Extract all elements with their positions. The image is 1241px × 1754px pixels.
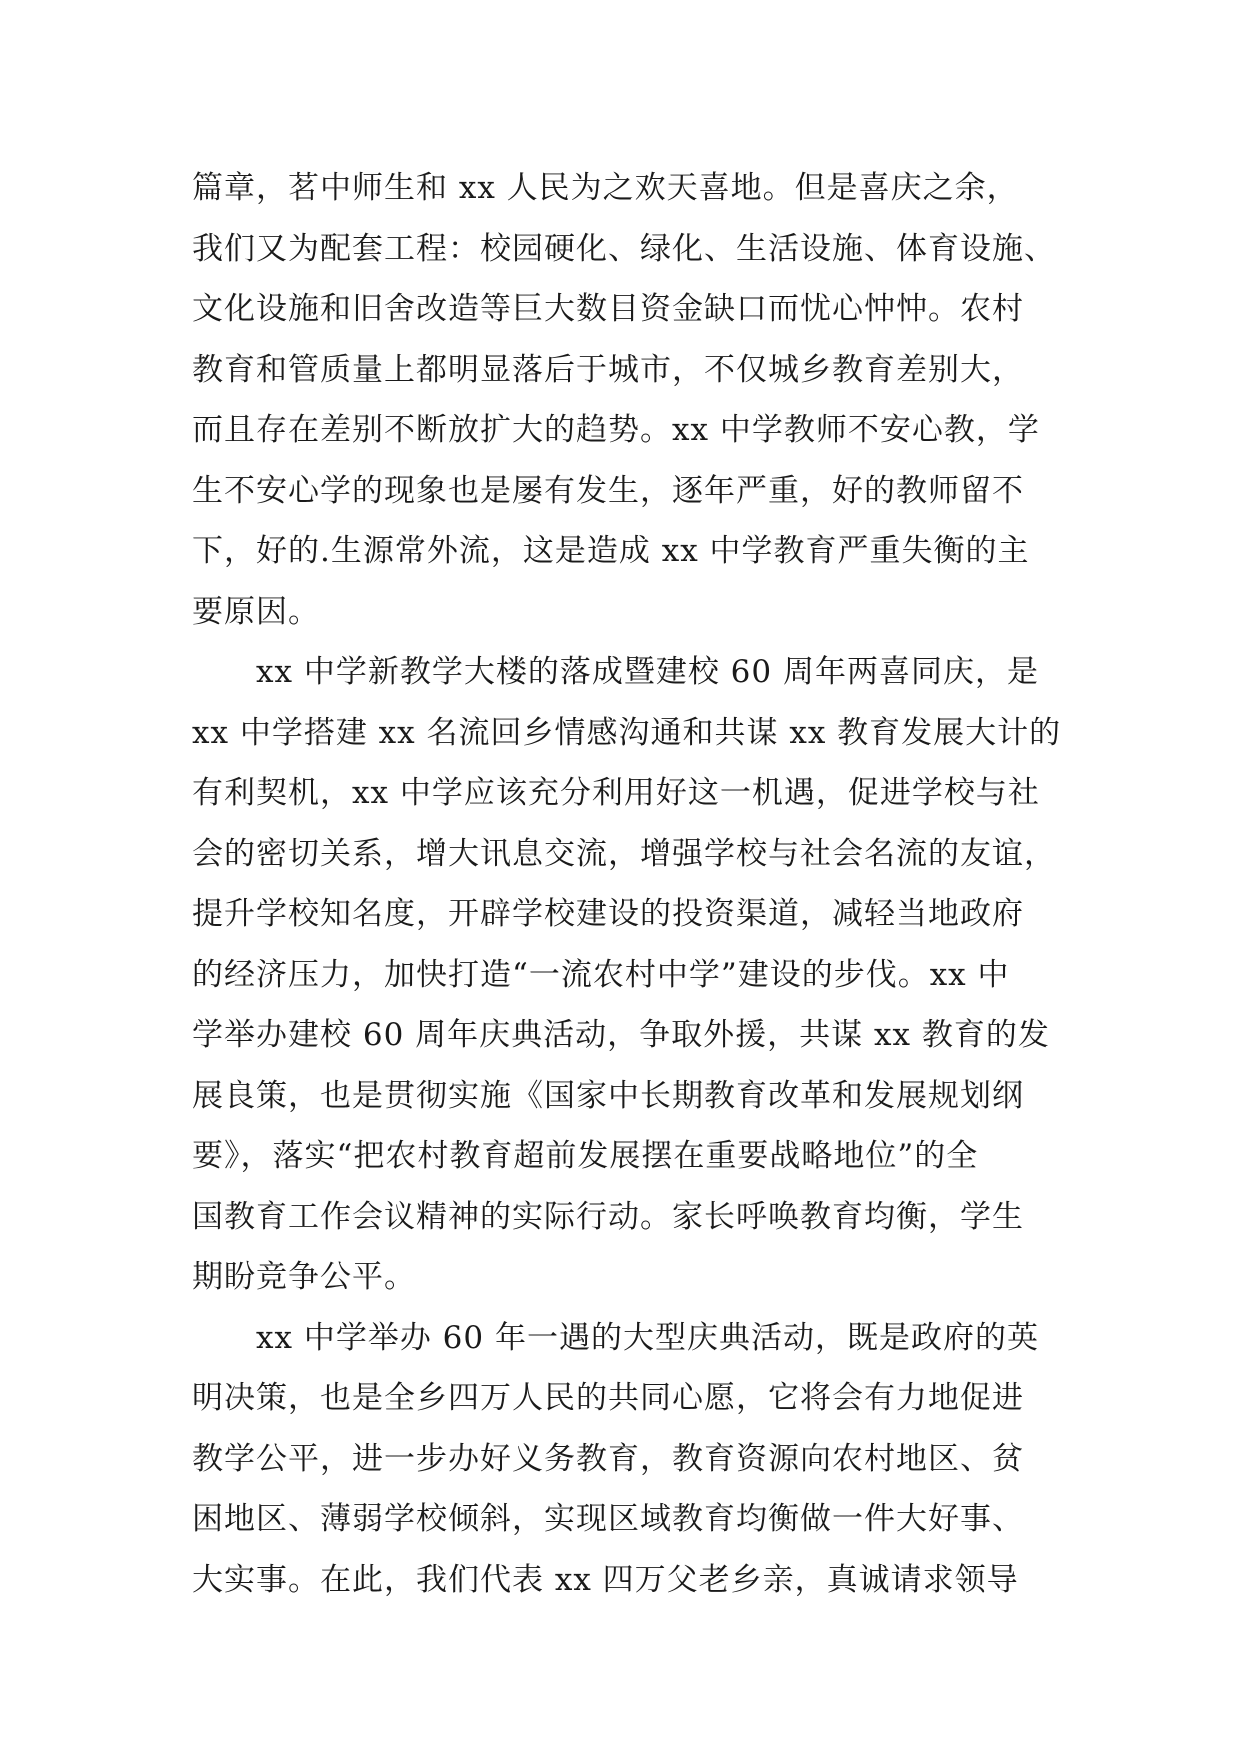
text-line: 国教育工作会议精神的实际行动。家长呼唤教育均衡，学生	[192, 1198, 1024, 1235]
body-text	[192, 158, 1092, 1610]
text-line: 教学公平，进一步办好义务教育，教育资源向农村地区、贫	[192, 1440, 1024, 1477]
text-line: xx 中学搭建 xx 名流回乡情感沟通和共谋 xx 教育发展大计的	[192, 714, 1062, 751]
text-line: 大实事。在此，我们代表 xx 四万父老乡亲，真诚请求领导	[192, 1561, 1019, 1598]
text-line: 下，好的.生源常外流，这是造成 xx 中学教育严重失衡的主	[192, 533, 1030, 569]
text-line: 困地区、薄弱学校倾斜，实现区域教育均衡做一件大好事、	[192, 1501, 1024, 1537]
text-line: 会的密切关系，增大讯息交流，增强学校与社会名流的友谊，	[192, 835, 1056, 872]
text-line: 要原因。	[192, 593, 320, 630]
text-line: 篇章，茗中师生和 xx 人民为之欢天喜地。但是喜庆之余，	[192, 170, 1019, 206]
text-line: 明决策，也是全乡四万人民的共同心愿，它将会有力地促进	[192, 1380, 1024, 1416]
text-line: 期盼竞争公平。	[192, 1259, 416, 1295]
text-line: 文化设施和旧舍改造等巨大数目资金缺口而忧心忡忡。农村	[192, 291, 1024, 327]
paragraph-start-line: xx 中学举办 60 年一遇的大型庆典活动，既是政府的英	[256, 1319, 1039, 1356]
text-line: 教育和管质量上都明显落后于城市，不仅城乡教育差别大，	[192, 351, 1024, 388]
text-line: 我们又为配套工程：校园硬化、绿化、生活设施、体育设施、	[192, 230, 1056, 267]
text-line: 生不安心学的现象也是屡有发生，逐年严重，好的教师留不	[192, 472, 1024, 509]
text-line: 而且存在差别不断放扩大的趋势。xx 中学教师不安心教，学	[192, 412, 1040, 448]
text-line: 提升学校知名度，开辟学校建设的投资渠道，减轻当地政府	[192, 896, 1024, 932]
paragraph-start-line: xx 中学新教学大楼的落成暨建校 60 周年两喜同庆，是	[256, 654, 1039, 690]
text-line: 学举办建校 60 周年庆典活动，争取外援，共谋 xx 教育的发	[192, 1017, 1050, 1053]
text-line: 有利契机，xx 中学应该充分利用好这一机遇，促进学校与社	[192, 775, 1040, 811]
text-line: 展良策，也是贯彻实施《国家中长期教育改革和发展规划纲	[192, 1077, 1024, 1114]
text-line: 要》，落实“把农村教育超前发展摆在重要战略地位”的全	[192, 1138, 979, 1174]
text-line: 的经济压力，加快打造“一流农村中学”建设的步伐。xx 中	[192, 956, 1010, 993]
